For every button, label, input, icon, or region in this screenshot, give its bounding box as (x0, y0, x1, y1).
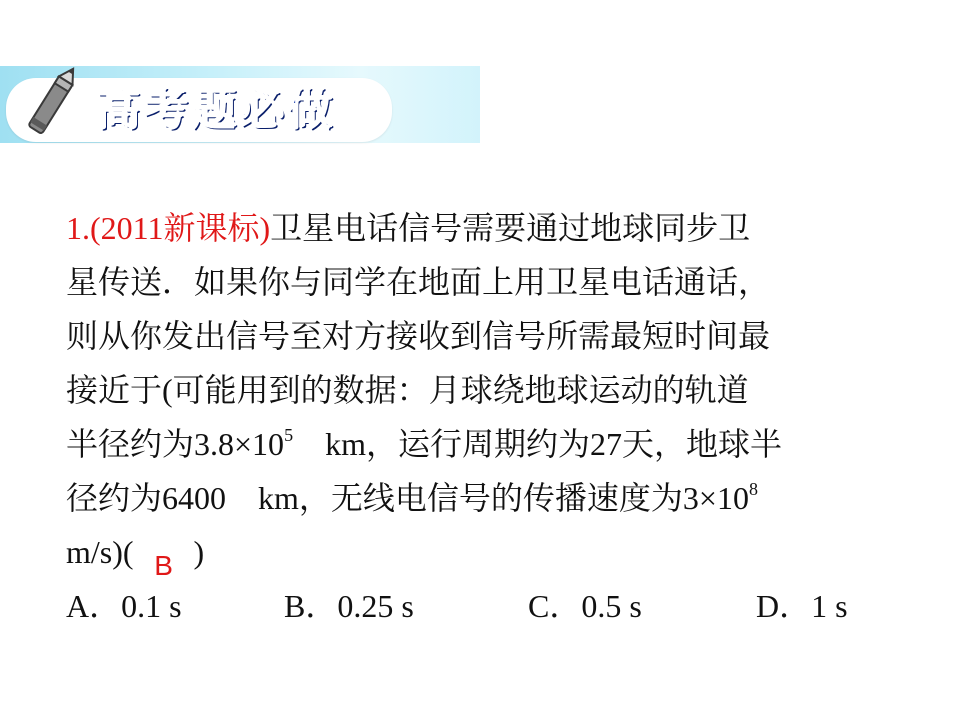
question-line7-a: m/s)( (66, 534, 134, 570)
option-b: B．0.25 s (284, 588, 414, 624)
pencil-icon (14, 60, 92, 142)
answer-blank (134, 525, 194, 581)
question-line-2: 星传送．如果你与同学在地面上用卫星电话通话， (66, 264, 771, 300)
question-line5-a: 半径约为3.8×10 (66, 426, 285, 462)
question-line-7 (66, 525, 906, 579)
page-title: 高考题必做 (96, 84, 336, 135)
question-number-source: 1.(2011新课标) (66, 210, 271, 246)
question-line-4: 接近于(可能用到的数据：月球绕地球运动的轨道 (66, 372, 749, 408)
question-line-6 (66, 471, 906, 525)
question-line7-b: ) (193, 534, 205, 570)
option-d: D．1 s (756, 588, 848, 624)
question-line1-text: 卫星电话信号需要通过地球同步卫 (270, 210, 751, 246)
question-line-1 (66, 201, 906, 255)
option-c: C．0.5 s (528, 588, 642, 624)
question-line-3: 则从你发出信号至对方接收到信号所需最短时间最 (66, 318, 771, 354)
question-line5-b: km，运行周期约为27天，地球半 (293, 426, 782, 462)
answer-text: B (154, 550, 173, 581)
exponent-8: 8 (748, 479, 758, 499)
option-a: A．0.1 s (66, 588, 182, 624)
exponent-5: 5 (284, 425, 294, 445)
question-line-5 (66, 417, 906, 471)
answer-options (66, 579, 906, 633)
question-line6-a: 径约为6400 km，无线电信号的传播速度为3×10 (66, 480, 749, 516)
question-text (66, 201, 906, 633)
